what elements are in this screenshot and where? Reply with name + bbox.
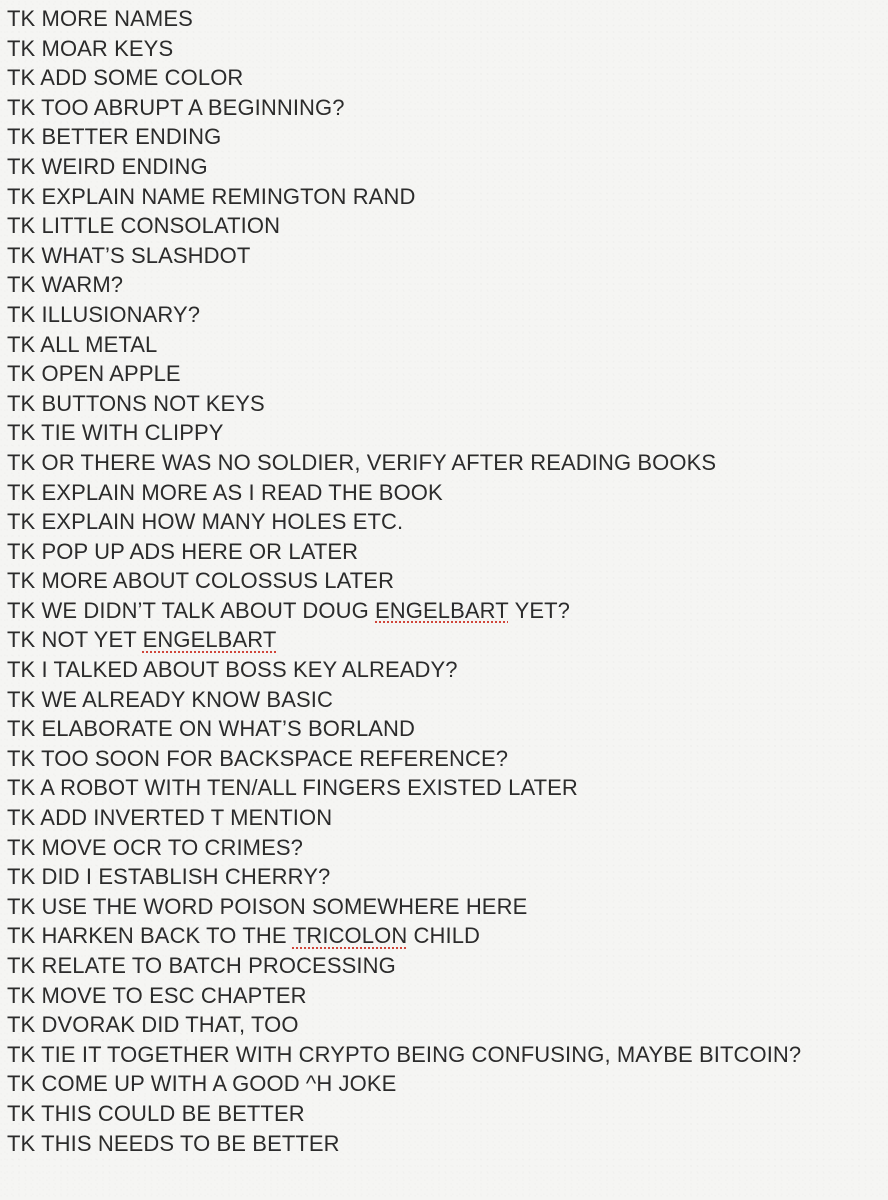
note-text: TK HARKEN BACK TO THE bbox=[7, 923, 293, 949]
note-text: TK ILLUSIONARY? bbox=[7, 301, 201, 327]
note-text: TK MOAR KEYS bbox=[7, 35, 174, 61]
note-line bbox=[7, 803, 801, 833]
note-text: CHILD bbox=[407, 923, 481, 949]
note-text: TK I TALKED ABOUT BOSS KEY ALREADY? bbox=[7, 657, 458, 683]
note-text: TK ADD SOME COLOR bbox=[7, 65, 244, 91]
note-text: TK A ROBOT WITH TEN/ALL FINGERS EXISTED LATER bbox=[7, 775, 578, 801]
note-text: TK NOT YET bbox=[7, 627, 143, 653]
note-text: TK BUTTONS NOT KEYS bbox=[7, 390, 265, 416]
note-text: TK MORE NAMES bbox=[7, 6, 193, 31]
note-text: TK EXPLAIN MORE AS I READ THE BOOK bbox=[7, 479, 443, 505]
note-text: TK TIE IT TOGETHER WITH CRYPTO BEING CONFUSING, MAYBE BITCOIN? bbox=[7, 1041, 802, 1067]
tk-note-list bbox=[7, 4, 801, 1158]
misspelled-word: ENGELBART bbox=[375, 597, 509, 623]
note-line bbox=[7, 1069, 801, 1099]
note-line bbox=[7, 270, 801, 300]
note-text: TK EXPLAIN NAME REMINGTON RAND bbox=[7, 183, 416, 209]
note-text: TK ADD INVERTED T MENTION bbox=[7, 805, 333, 831]
note-text: TK TIE WITH CLIPPY bbox=[7, 420, 224, 446]
note-line bbox=[7, 448, 801, 478]
note-line bbox=[7, 300, 801, 330]
note-text: YET? bbox=[508, 597, 571, 623]
note-line bbox=[7, 122, 801, 152]
note-text: TK TOO ABRUPT A BEGINNING? bbox=[7, 94, 345, 120]
misspelled-word: TRICOLON bbox=[292, 923, 408, 949]
note-line bbox=[7, 773, 801, 803]
note-line bbox=[7, 685, 801, 715]
note-line bbox=[7, 182, 801, 212]
note-line bbox=[7, 537, 801, 567]
note-line bbox=[7, 1040, 801, 1070]
note-line bbox=[7, 330, 801, 360]
misspelled-word: ENGELBART bbox=[142, 627, 277, 653]
note-line bbox=[7, 1099, 801, 1129]
note-line bbox=[7, 4, 801, 34]
note-text: TK RELATE TO BATCH PROCESSING bbox=[7, 953, 396, 978]
note-text: TK WEIRD ENDING bbox=[7, 153, 208, 179]
note-text: TK DID I ESTABLISH CHERRY? bbox=[7, 864, 331, 890]
note-text: TK USE THE WORD POISON SOMEWHERE HERE bbox=[7, 893, 528, 919]
note-line bbox=[7, 921, 801, 951]
note-line bbox=[7, 714, 801, 744]
note-text: TK OPEN APPLE bbox=[7, 361, 181, 387]
note-text: TK LITTLE CONSOLATION bbox=[7, 213, 281, 239]
note-line bbox=[7, 981, 801, 1011]
note-text: TK THIS NEEDS TO BE BETTER bbox=[7, 1130, 340, 1156]
note-text: TK COME UP WITH A GOOD ^H JOKE bbox=[7, 1071, 397, 1097]
note-text: TK THIS COULD BE BETTER bbox=[7, 1100, 305, 1126]
note-line bbox=[7, 1010, 801, 1040]
note-line bbox=[7, 211, 801, 241]
note-text: TK WHAT’S SLASHDOT bbox=[7, 242, 251, 268]
note-line bbox=[7, 951, 801, 981]
note-line bbox=[7, 744, 801, 774]
note-text: TK WARM? bbox=[7, 272, 124, 298]
note-text: TK WE DIDN’T TALK ABOUT DOUG bbox=[7, 597, 375, 623]
note-line bbox=[7, 63, 801, 93]
note-line bbox=[7, 655, 801, 685]
note-line bbox=[7, 418, 801, 448]
note-line bbox=[7, 1129, 801, 1159]
note-text: TK WE ALREADY KNOW BASIC bbox=[7, 686, 333, 712]
note-text: TK MORE ABOUT COLOSSUS LATER bbox=[7, 568, 395, 594]
note-line bbox=[7, 34, 801, 64]
note-line bbox=[7, 93, 801, 123]
note-line bbox=[7, 862, 801, 892]
note-text: TK POP UP ADS HERE OR LATER bbox=[7, 538, 359, 564]
note-text: TK OR THERE WAS NO SOLDIER, VERIFY AFTER READING BOOKS bbox=[7, 449, 717, 475]
note-text: TK ELABORATE ON WHAT’S BORLAND bbox=[7, 716, 416, 742]
note-text: TK ALL METAL bbox=[7, 331, 158, 357]
note-line bbox=[7, 152, 801, 182]
note-text: TK TOO SOON FOR BACKSPACE REFERENCE? bbox=[7, 745, 509, 771]
note-text: TK BETTER ENDING bbox=[7, 124, 222, 150]
note-text: TK EXPLAIN HOW MANY HOLES ETC. bbox=[7, 509, 404, 535]
note-line bbox=[7, 833, 801, 863]
note-line bbox=[7, 892, 801, 922]
note-line bbox=[7, 241, 801, 271]
note-text: TK MOVE OCR TO CRIMES? bbox=[7, 834, 303, 860]
note-line bbox=[7, 359, 801, 389]
note-line bbox=[7, 596, 801, 626]
note-line bbox=[7, 507, 801, 537]
note-line bbox=[7, 478, 801, 508]
note-text: TK MOVE TO ESC CHAPTER bbox=[7, 982, 307, 1008]
note-line bbox=[7, 625, 801, 655]
note-text: TK DVORAK DID THAT, TOO bbox=[7, 1012, 299, 1038]
note-line bbox=[7, 566, 801, 596]
note-line bbox=[7, 389, 801, 419]
